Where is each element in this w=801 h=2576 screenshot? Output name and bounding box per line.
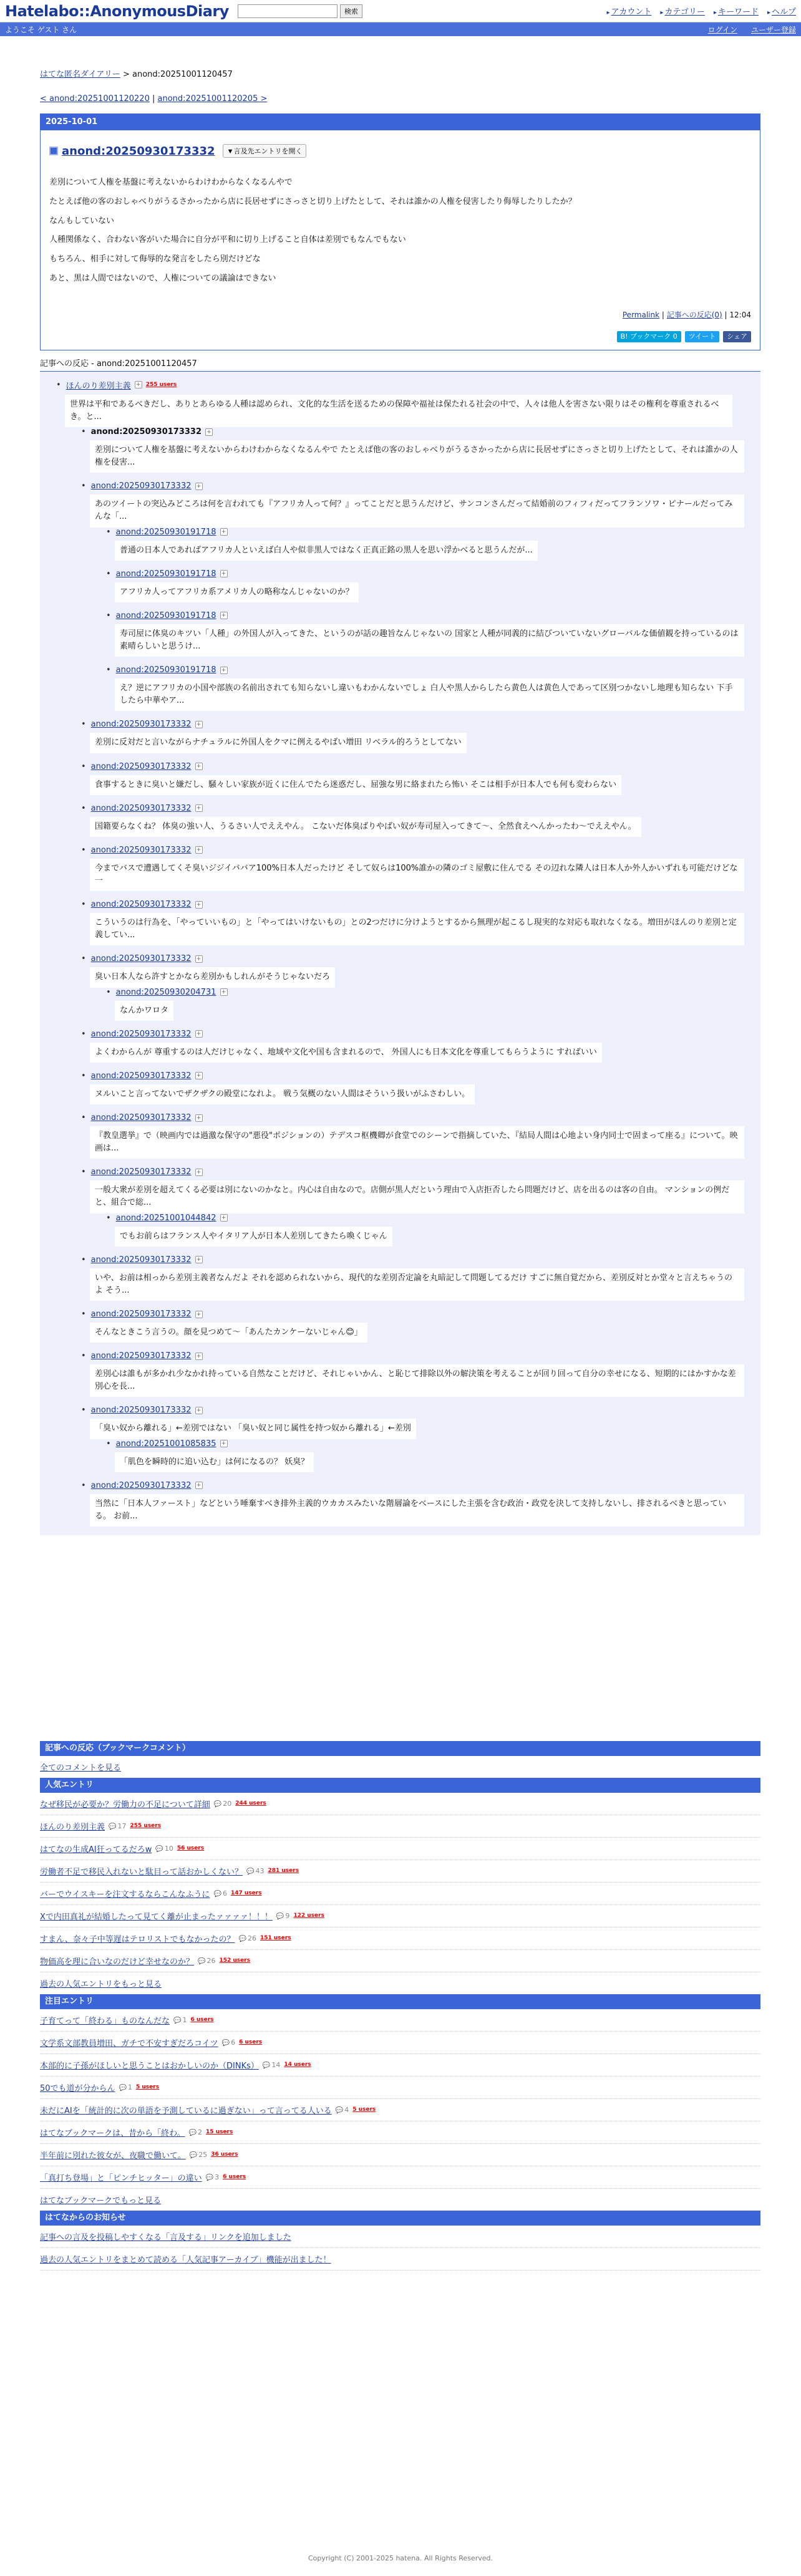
reaction-title-link[interactable]: • anond:20250930173332 [90,845,192,855]
entry-body [49,176,751,286]
notice-link[interactable]: 記事への言及を投稿しやすくなる「言及する」リンクを追加しました [40,2232,291,2242]
reactions-tree [40,371,760,1535]
users-count-badge[interactable]: 6 users [239,2039,263,2046]
comment-count: 💬 9 [276,1912,289,1920]
reactions-label-id: anond:20251001120457 [96,359,197,369]
hot-entry [40,1883,760,1905]
reaction-item [81,1406,744,1472]
reaction-head [81,1071,744,1081]
prev-next-nav [40,94,760,104]
notable-entry-title[interactable]: 50でも道が分からん [40,2083,115,2093]
reaction-title-link[interactable]: • anond:20250930173332 [90,803,192,813]
reaction-head [106,1213,744,1223]
reaction-item [81,804,744,837]
reaction-item [81,1255,744,1301]
reactions-label-prefix: 記事への反応 - [40,359,97,369]
prev-next-sep: | [149,94,158,104]
main-content [40,67,760,2270]
comment-count: 💬 10 [155,1845,173,1853]
reaction-head [106,665,744,675]
users-count-badge[interactable]: 281 users [268,1868,299,1874]
reaction-snippet: よくわからんが 尊重するのは人だけじゃなく、地域や文化や国も含まれるので、 外国人にも日本文化を尊重してもらうように すればいい [90,1043,602,1063]
reaction-title-link[interactable]: • anond:20250930191718 [115,665,216,675]
entry-footer: Permalink | 記事への反応(0) | 12:04 [622,310,751,319]
reaction-title-link[interactable]: • anond:20250930173332 [90,720,192,730]
reaction-head [81,900,744,909]
reaction-title-link[interactable]: • anond:20251001044842 [115,1213,216,1223]
reaction-snippet: そんなときこう言うの。顔を見つめて〜「あんたカンケーないじゃん😊」 [90,1323,367,1343]
hot-entries-list [40,1793,760,1972]
reaction-head [106,988,744,997]
reaction-snippet: 寿司屋に体臭のキツい「人種」の外国人が入ってきた、というのが話の趣旨なんじゃないの 国家と人種が同義的に結びついていないグローバルな価値観を持っているのは素晴らしいと思うけ... [115,624,744,657]
notable-entry-title[interactable]: 文学系文部教員増田、ガチで不安すぎだろコイツ [40,2038,218,2048]
reaction-title-link[interactable]: • ほんのり差別主義 [66,381,131,391]
reaction-head [81,720,744,729]
reaction-title-link[interactable]: • anond:20251001085835 [115,1439,216,1449]
toggle-icon[interactable]: + [220,528,228,536]
reaction-title-link[interactable]: • anond:20250930191718 [115,610,216,620]
reaction-item [81,1113,744,1159]
users-count-badge[interactable]: 152 users [219,1957,251,1964]
reaction-item [81,900,744,945]
reaction-snippet: いや、お前は相っから差別主義者なんだよ それを認められないから、現代的な差別否定論を丸暗記して問題してるだけ すごに無自覚だから、差別反対とか堂々と言えちゃうのよ そう... [90,1268,744,1301]
reaction-children [81,427,744,1527]
reaction-head [81,1030,744,1039]
notable-entry [40,2032,760,2054]
reaction-title-link[interactable]: • anond:20250930173332 [90,1029,192,1039]
hot-entry-title[interactable]: バーでウイスキーを注文するならこんなふうに [40,1889,210,1899]
breadcrumb-current: anond:20251001120457 [132,70,233,79]
reaction-head [81,1167,744,1177]
hot-entry [40,1860,760,1883]
register-link[interactable]: ユーザー登録 [750,25,796,34]
share-row [49,331,751,342]
comment-count: 💬 3 [206,2173,219,2181]
entry-paragraph: もちろん、相手に対して侮辱的な発言をしたら別だけどな [49,254,261,264]
hot-entry [40,1927,760,1950]
reaction-snippet: 「肌色を瞬時的に追い込む」は何になるの？ 妖臭？ [115,1452,314,1472]
comment-count: 💬 43 [246,1867,264,1875]
reaction-title-link[interactable]: • anond:20250930173332 [90,1480,192,1490]
facebook-share-button[interactable]: シェア [723,331,751,342]
entry-paragraph: あと、黒は人間ではないので、人権についての議論はできない [49,273,276,283]
reaction-head [106,528,744,537]
toggle-icon[interactable]: + [195,1353,203,1360]
reaction-children [106,988,744,1021]
reaction-snippet: ヌルいこと言ってないでザクザクの殿堂になれよ。 戦う気概のない人間はそういう扱いがふさわしい。 [90,1084,475,1104]
reactions-label [40,357,760,369]
toggle-icon[interactable]: + [195,901,203,909]
notable-entries-header: 注目エントリ [40,1994,760,2009]
toggle-icon[interactable]: + [220,988,228,996]
hot-entry [40,1950,760,1972]
reaction-snippet: え？逆にアフリカの小国や部族の名前出されても知らないし違いもわかんないでしょ 白人や黒人からしたら黄色人は黄色人であって区別つかないし地理も知らない 下手したら中華やア... [115,678,744,711]
notable-entry-title[interactable]: 「真打ち登場」と「ピンチヒッター」の違い [40,2173,202,2183]
toggle-icon[interactable]: + [220,1214,228,1222]
users-count-badge[interactable]: 15 users [206,2129,233,2136]
reaction-title-link[interactable]: • anond:20250930173332 [90,427,202,437]
entry-title[interactable]: anond:20250930173332 [62,144,215,158]
users-count-badge[interactable]: 5 users [136,2084,160,2091]
notable-entry [40,2166,760,2189]
reaction-head [81,481,744,491]
reaction-item [106,569,744,602]
reaction-head [81,427,744,437]
notable-entry [40,2077,760,2099]
reaction-snippet: 差別について人権を基盤に考えないからわけわからなくなるんやで たとえば他の客のおしゃべりがうるさかったから店に長居せずにさっさと切り上げたとして、それは誰かの人権を侵害... [90,440,744,473]
notable-entry [40,2121,760,2144]
notable-entries-list [40,2009,760,2189]
entry-paragraph: 人種関係なく、合わない客がいた場合に自分が平和に切り上げること自体は差別でもなんでもない [49,235,406,245]
reaction-title-link[interactable]: • anond:20250930191718 [115,527,216,537]
reaction-snippet: 今までバスで遭遇してくそ臭いジジイババア100%日本人だったけど そして奴らは100%誰かの隣のゴミ屋敷に住んでる その辺れな隣人は日本人か外人かいずれも可能だけどな一 [90,859,744,891]
welcome-text: ようこそ ゲスト さん [5,25,77,34]
users-count-badge[interactable]: 36 users [211,2151,238,2158]
breadcrumb [40,67,760,79]
users-count-badge[interactable]: 14 users [284,2062,311,2068]
hot-entries-header: 人気エントリ [40,1778,760,1793]
reaction-item [81,1351,744,1397]
users-count-badge[interactable]: 151 users [260,1935,291,1942]
reaction-title-link[interactable]: • anond:20250930173332 [90,1113,192,1123]
reaction-item [81,1030,744,1063]
copyright: Copyright (C) 2001-2025 hatena. All Rights Reserved. [308,2554,493,2562]
notable-entry [40,2009,760,2032]
comment-count: 💬 14 [263,2061,280,2069]
comment-count: 💬 6 [213,1889,226,1898]
search-input[interactable] [238,4,337,18]
top-nav [606,5,796,17]
reaction-snippet: 世界は平和であるべきだし、ありとあらゆる人種は認められ、文化的な生活を送るための保障や福祉は保たれる社会の中で、人々は他人を害さない限りはその権利を尊重されるべき。と... [65,395,732,427]
comment-count: 💬 2 [189,2128,202,2136]
reaction-item [81,1481,744,1527]
reaction-title-link[interactable]: • anond:20250930173332 [90,1167,192,1177]
entry-paragraph: たとえば他の客のおしゃべりがうるさかったから店に長居せずにさっさと切り上げたとして、それは誰かの人権を侵害したり侮辱したりしたか？ [49,196,576,206]
hot-entry-title[interactable]: ほんのり差別主義 [40,1822,105,1832]
reaction-item [81,1167,744,1246]
notable-entry [40,2054,760,2077]
users-count-badge[interactable]: 6 users [223,2174,246,2181]
open-refs-button[interactable]: ▼言及先エントリを開く [223,144,307,158]
reaction-item [106,1439,744,1472]
entry-square-icon [49,147,58,155]
note-more-link[interactable]: はてなブックマークでもっと見る [40,2196,162,2206]
toggle-icon[interactable]: + [195,1482,203,1489]
comment-count: 💬 26 [239,1934,256,1942]
users-count-badge[interactable]: 255 users [145,382,177,388]
refs-link[interactable]: 記事への反応(0) [666,310,722,319]
reaction-head [56,379,744,391]
nav-help-link[interactable]: ▸ ヘルプ [767,5,796,17]
reaction-snippet: 国籍要らなくね？ 体臭の強い人、うるさい人でええやん。 こないだ体臭ばりやばい奴が寿司屋入ってきて〜、全然食えへんかったわ〜でええやん。 [90,817,641,837]
reaction-snippet: 食事するときに臭いと嫌だし、騒々しい家族が近くに住んでたら迷惑だし、屈強な男に絡まれたら怖い そこは相手が日本人でも何も変わらない [90,775,621,795]
toggle-icon[interactable]: + [205,428,213,436]
reaction-item [106,611,744,657]
toggle-icon[interactable]: + [195,955,203,963]
reaction-head [81,1406,744,1415]
all-comments-link[interactable]: 全てのコメントを見る [40,1763,122,1773]
reaction-title-link[interactable]: • anond:20250930191718 [115,569,216,579]
toggle-icon[interactable]: + [195,721,203,728]
toggle-icon[interactable]: + [220,570,228,577]
hot-entry-title[interactable]: 物価高を理に合いなのだけど幸せなのか？ [40,1957,195,1967]
entry-box [40,113,760,350]
users-count-badge[interactable]: 6 users [190,2017,214,2024]
entry-paragraph: なんもしていない [49,216,115,226]
comment-count: 💬 25 [190,2151,207,2159]
breadcrumb-sep: > [120,70,133,79]
reaction-title-link[interactable]: • anond:20250930173332 [90,481,192,491]
users-count-badge[interactable]: 56 users [177,1845,205,1852]
reaction-head [81,1481,744,1490]
entry-date: 2025-10-01 [41,114,760,130]
toggle-icon[interactable]: + [135,381,142,388]
toggle-icon[interactable]: + [195,1256,203,1263]
reaction-snippet: 『教皇選挙』で（映画内では過激な保守の"悪役"ポジションの）テデスコ枢機卿が食堂でのシーンで指摘していた、『結局人間は心地よい身内同士で固まって座る』について。映画は... [90,1126,744,1159]
reaction-item [81,846,744,891]
reaction-head [81,1255,744,1265]
prev-entry-link[interactable]: < anond:20251001120220 [40,94,150,104]
reaction-item [81,427,744,473]
toggle-icon[interactable]: + [195,1407,203,1414]
bottom-sections [40,1741,760,2270]
site-logo[interactable]: Hatelabo::AnonymousDiary [5,2,229,20]
toggle-icon[interactable]: + [220,612,228,619]
reaction-head [106,569,744,579]
toggle-icon[interactable]: + [195,1072,203,1079]
next-entry-link[interactable]: anond:20251001120205 > [157,94,268,104]
hot-entry-title[interactable]: なぜ移民が必要か？労働力の不足について詳細 [40,1800,210,1810]
users-count-badge[interactable]: 5 users [352,2106,376,2113]
hot-entry-title[interactable]: Xで内田真礼が結婚したって見てく離が止まったァァァァ！！！ [40,1912,273,1922]
reaction-snippet: 臭い日本人なら許すとかなら差別かもしれんがそうじゃないだろ [90,967,335,987]
reaction-item [81,954,744,1020]
reaction-title-link[interactable]: • anond:20250930173332 [90,761,192,771]
notable-entry-title[interactable]: 子育てって「終わる」ものなんだな [40,2016,170,2026]
reaction-item [106,528,744,561]
reaction-item [106,988,744,1021]
comment-count: 💬 20 [214,1800,231,1808]
reaction-snippet: 普通の日本人であればアフリカ人といえば白人や似非黒人ではなく正真正銘の黒人を思い浮かべると思うんだが... [115,541,538,561]
nav-account-link[interactable]: ▸ アカウント [606,5,651,17]
notable-entry-title[interactable]: 本部的に子孫がほしいと思うことはおかしいのか（DINKs） [40,2061,259,2071]
toggle-icon[interactable]: + [220,667,228,674]
notice-link[interactable]: 過去の人気エントリをまとめて読める「人気記事アーカイブ」機能が出ました！ [40,2255,331,2265]
hot-entry-title[interactable]: すまん、奈々子中等遅はテロリストでもなかったの？ [40,1934,235,1944]
comment-count: 💬 17 [109,1822,126,1830]
reaction-item [56,379,744,1527]
reaction-head [106,611,744,620]
hot-entry [40,1815,760,1838]
reaction-head [81,954,744,963]
hot-entry [40,1838,760,1860]
comment-count: 💬 1 [173,2016,187,2024]
reaction-title-link[interactable]: • anond:20250930173332 [90,900,192,910]
tweet-button[interactable]: ツイート [685,331,719,342]
reaction-children [106,1439,744,1472]
notable-entry-title[interactable]: 半年前に別れた彼女が、夜職で働いて。 [40,2151,186,2161]
reaction-title-link[interactable]: • anond:20250930204731 [115,987,216,997]
reaction-item [81,1310,744,1343]
reaction-head [106,1439,744,1449]
reaction-head [81,1113,744,1122]
reaction-snippet: こういうのは行為を、「やっていいもの」と「やってはいけないもの」との2つだけに分けようとするから無理が起こるし現実的な対応も取れなくなる。増田がほんのり差別と定義してい... [90,913,744,945]
welcome-bar [0,22,801,36]
entry-paragraph: 差別について人権を基盤に考えないからわけわからなくなるんやで [49,178,293,187]
reaction-title-link[interactable]: • anond:20250930173332 [90,1071,192,1081]
hot-entry-title[interactable]: はてなの生成AI狂ってるだろw [40,1845,152,1855]
reaction-snippet: 一般大衆が差別を超えてくる必要は別にないのかなと。内心は自由なので。店側が黒人だという理由で入店拒否したら問題だけど、店を出るのは客の自由。 マンションの例だと、組合で総... [90,1180,744,1213]
users-count-badge[interactable]: 147 users [230,1890,262,1897]
hatena-bookmark-button[interactable]: B! ブックマーク 0 [617,331,681,342]
reaction-snippet: アフリカ人ってアフリカ系アメリカ人の略称なんじゃないのか？ [115,582,359,602]
reaction-snippet: なんかワロタ [115,1001,173,1021]
reaction-item [106,1213,744,1247]
toggle-icon[interactable]: + [195,846,203,854]
entry-time: 12:04 [729,310,751,319]
reaction-head [81,846,744,855]
comment-count: 💬 1 [119,2083,132,2091]
reaction-snippet: 差別心は誰もが多かれ少なかれ持っている自然なことだけど、それじゃいかん、と恥じて排除以外の解決策を考えることが回り回って自分の幸せになる、短期的にはかすかな差別心を長... [90,1364,744,1397]
hot-entry [40,1793,760,1815]
search-button[interactable]: 検索 [340,4,362,18]
reaction-title-link[interactable]: • anond:20250930173332 [90,1310,192,1319]
notable-entry [40,2144,760,2166]
reaction-item [81,481,744,711]
notable-entry-title[interactable]: はてなブックマークは、昔から「終わ。 [40,2128,185,2138]
reaction-title-link[interactable]: • anond:20250930173332 [90,1351,192,1361]
toggle-icon[interactable]: + [195,1311,203,1318]
reaction-item [81,720,744,753]
reaction-item [81,762,744,795]
toggle-icon[interactable]: + [195,1114,203,1122]
reaction-item [106,665,744,711]
comment-count: 💬 6 [222,2038,235,2047]
nav-keyword-link[interactable]: ▸ キーワード [714,5,759,17]
notable-entry-title[interactable]: 未だにAIを「統計的に次の単語を予測しているに過ぎない」って言ってる人いる [40,2106,332,2116]
reaction-head [81,762,744,771]
toggle-icon[interactable]: + [195,483,203,490]
toggle-icon[interactable]: + [195,804,203,812]
reaction-snippet: 当然に「日本人ファースト」などという唾棄すべき排外主義的ウカカスみたいな階層論をベースにした主張を含む政治・政党を決して支持しないし、排されるべきと思っている。 お前... [90,1494,744,1527]
reaction-title-link[interactable]: • anond:20250930173332 [90,1406,192,1416]
users-count-badge[interactable]: 122 users [293,1913,324,1919]
bookmark-comments-header: 記事への反応（ブックマークコメント） [40,1741,760,1756]
permalink[interactable]: Permalink [622,310,660,319]
toggle-icon[interactable]: + [195,1030,203,1038]
reaction-children [106,1213,744,1247]
nav-category-link[interactable]: ▸ カテゴリー [660,5,705,17]
login-link[interactable]: ログイン [707,25,737,34]
reaction-title-link[interactable]: • anond:20250930173332 [90,954,192,964]
comment-count: 💬 26 [198,1957,215,1965]
toggle-icon[interactable]: + [220,1440,228,1447]
reaction-snippet: でもお前らはフランス人やイタリア人が日本人差別してきたら喚くじゃん [115,1227,392,1247]
comment-count: 💬 4 [336,2106,349,2114]
users-count-badge[interactable]: 255 users [130,1823,162,1830]
breadcrumb-home[interactable]: はてな匿名ダイアリー [40,70,120,79]
users-count-badge[interactable]: 244 users [235,1800,266,1807]
toggle-icon[interactable]: + [195,1169,203,1176]
notices-header: はてなからのお知らせ [40,2211,760,2226]
reaction-head [81,1351,744,1361]
reaction-snippet: 差別に反対だと言いながらナチュラルに外国人をクマに例えるやばい増田 リベラル的ろうとしてない [90,733,467,753]
reaction-item [81,1071,744,1104]
hot-entry-title[interactable]: 労働者不足で移民入れないと駄目って話おかしくない？ [40,1867,243,1877]
notable-entry [40,2099,760,2121]
reaction-head [81,804,744,813]
hot-entry [40,1905,760,1927]
reaction-snippet: あのツイートの突込みどころは何を言われても『アフリカ人って何？』ってことだと思うんだけど、サンコンさんだって結婚前のフィフィだってフランソワ・ピナールだってみんな「... [90,494,744,527]
reaction-title-link[interactable]: • anond:20250930173332 [90,1255,192,1265]
top-bar [0,0,801,22]
reaction-head [81,1310,744,1319]
reaction-snippet: 「臭い奴から離れる」←差別ではない 「臭い奴と同じ属性を持つ奴から離れる」←差別 [90,1419,416,1439]
reaction-children [106,528,744,712]
toggle-icon[interactable]: + [195,763,203,770]
hot-more-link[interactable]: 過去の人気エントリをもっと見る [40,1979,162,1989]
